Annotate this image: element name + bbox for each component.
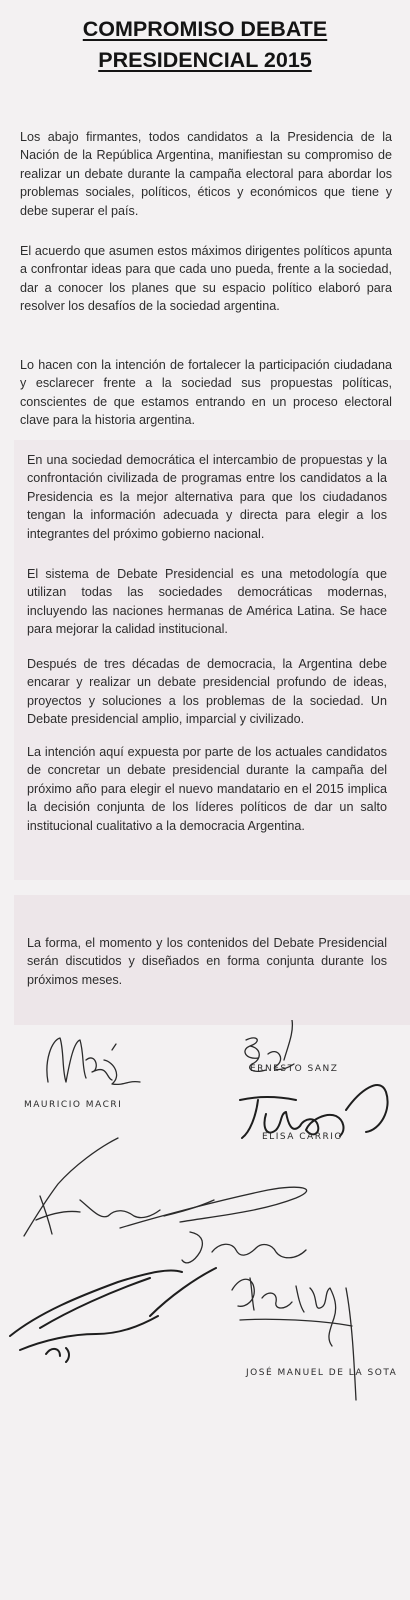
title-line-1: COMPROMISO DEBATE xyxy=(82,17,328,41)
signature-carrio xyxy=(240,1085,388,1138)
paragraph-5: El sistema de Debate Presidencial es una metodología que utilizan todas las sociedades democráticas modernas, incluyendo las naciones hermanas de América Latina. Se hace para mejorar la calidad institucional. xyxy=(27,567,387,637)
signatory-name-3: ELISA CARRIO xyxy=(262,1132,343,1142)
signature-cobos xyxy=(120,1187,307,1263)
title-line-2: PRESIDENCIAL 2015 xyxy=(98,48,312,72)
signatures-area xyxy=(0,1020,410,1420)
paragraph-1: Los abajo firmantes, todos candidatos a la Presidencia de la Nación de la República Argentina, manifiestan su compromiso de realizar un debate durante la campaña electoral para abordar los problemas sociales, políticos, éticos y económicos que tiene y debe superar el país. xyxy=(20,130,392,218)
paragraph-6: Después de tres décadas de democracia, la Argentina debe encarar y realizar un debate presidencial profundo de ideas, proyectos y soluciones a los problemas de la sociedad. Un Debate presidencial amplio, imparcial y civilizado. xyxy=(27,657,387,727)
signature-massa xyxy=(10,1268,216,1362)
signature-macri xyxy=(47,1038,140,1084)
document-title xyxy=(0,14,410,76)
handwritten-signatures xyxy=(0,1020,410,1420)
signatory-name-1: MAURICIO MACRI xyxy=(24,1100,123,1110)
signatory-name-4: JOSÉ MANUEL DE LA SOTA xyxy=(246,1368,398,1378)
paragraph-7: La intención aquí expuesta por parte de los actuales candidatos de concretar un debate presidencial durante la campaña del próximo año para elegir el nuevo mandatario en el 2015 implica la decisión conjunta de los líderes políticos de dar un salto institucional cualitativo a la democracia Argentina. xyxy=(27,745,387,833)
signatory-name-2: ERNESTO SANZ xyxy=(250,1064,339,1074)
paragraph-4: En una sociedad democrática el intercambio de propuestas y la confrontación civilizada de programas entre los candidatos a la Presidencia es la mejor alternativa para que los ciudadanos tengan la información adecuada y directa para elegir a los integrantes del próximo gobierno nacional. xyxy=(27,453,387,541)
signature-delasota xyxy=(232,1278,356,1400)
paragraph-8: La forma, el momento y los contenidos del Debate Presidencial serán discutidos y diseñados en forma conjunta durante los próximos meses. xyxy=(27,936,387,987)
paragraph-3: Lo hacen con la intención de fortalecer la participación ciudadana y esclarecer frente a la sociedad sus propuestas políticas, conscientes de que estamos entrando en un proceso electoral clave para la historia argentina. xyxy=(20,358,392,428)
paragraph-2: El acuerdo que asumen estos máximos dirigentes políticos apunta a confrontar ideas para que cada uno pueda, frente a la sociedad, dar a conocer los planes que su espacio político elaboró para resolver los desafíos de la sociedad argentina. xyxy=(20,244,392,314)
